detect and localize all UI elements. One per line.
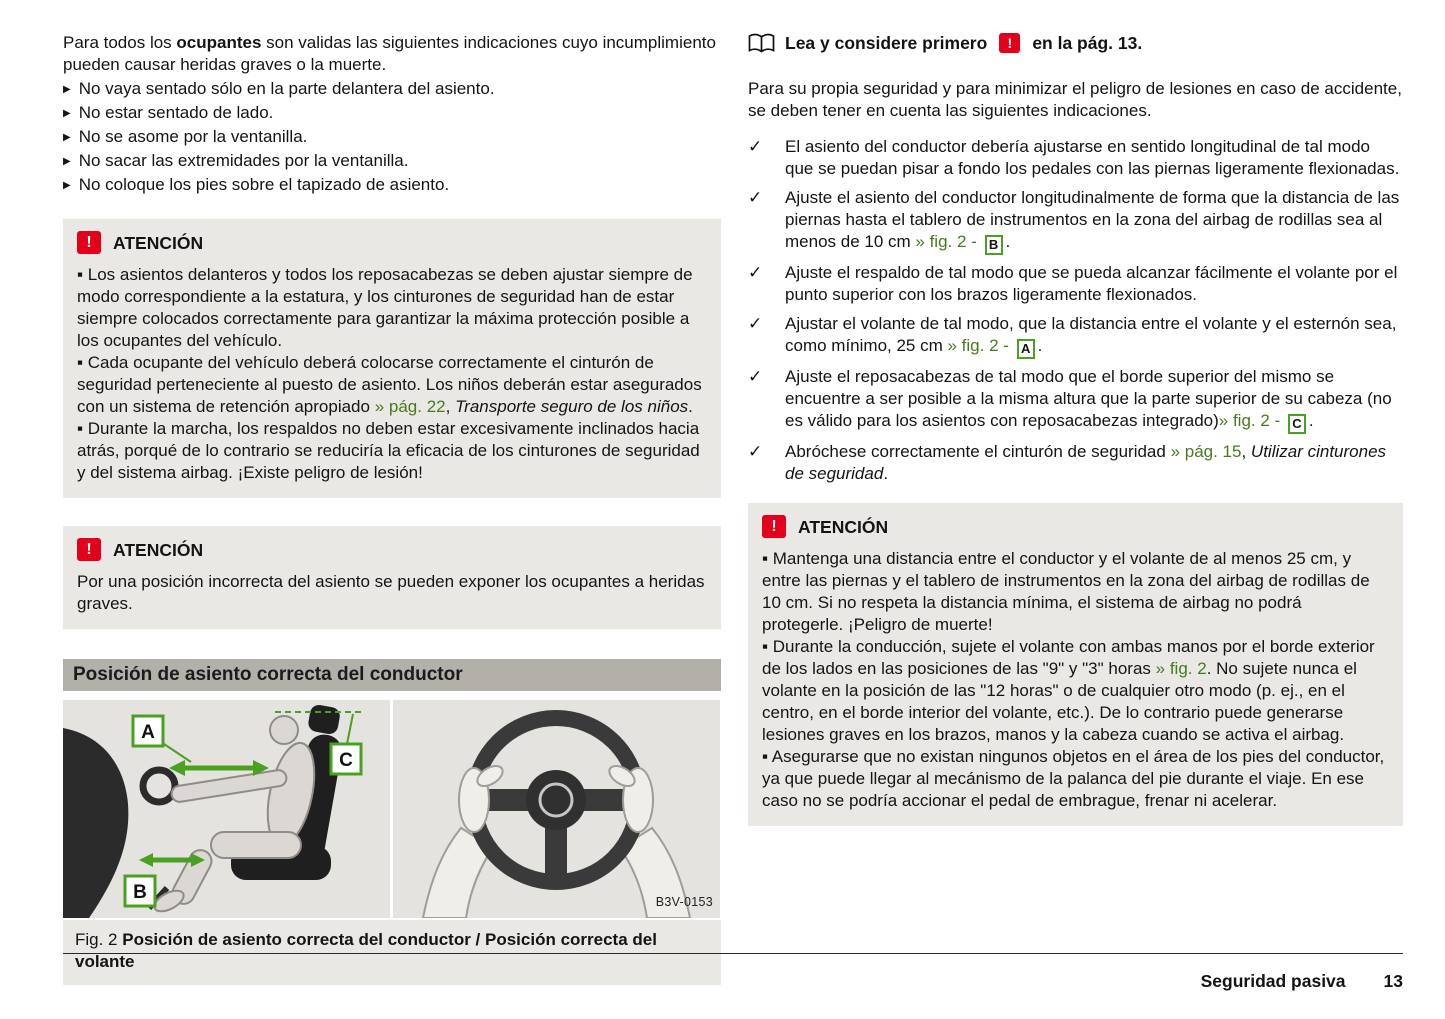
text-segment: Transporte seguro de los niños	[455, 397, 689, 416]
text-segment: ▪ Asegurarse que no existan ningunos objetos en el área de los pies del conductor, ya que puede llegar al mecánismo de la palanca del pie durante el viaje. En ese caso no se podría accionar el pedal de embrague, frenar ni acelerar.	[762, 747, 1385, 810]
list-item	[63, 102, 721, 125]
attention-item	[77, 264, 705, 352]
warning-icon: !	[77, 538, 101, 561]
check-item-text	[785, 441, 1403, 485]
check-item	[748, 313, 1403, 359]
figure-panels	[63, 700, 721, 918]
footer-section-title: Seguridad pasiva	[1200, 971, 1346, 991]
figure-letter-box: A	[1017, 339, 1035, 359]
list-item-text: No sacar las extremidades por la ventanilla.	[78, 151, 409, 170]
book-icon	[748, 33, 775, 54]
text-segment: ▪ Durante la conducción, sujete el volante con ambas manos por el borde exterior de los lados en las posiciones de las "9" y "3" horas	[762, 637, 1375, 678]
warning-icon: !	[762, 515, 786, 538]
text-segment: Ajustar el volante de tal modo, que la distancia entre el volante y el esternón sea, como mínimo, 25 cm	[785, 314, 1397, 355]
arrowhead	[139, 853, 153, 867]
figure-code: B3V-0153	[655, 895, 713, 909]
driver-position-checklist	[748, 136, 1403, 485]
check-item	[748, 187, 1403, 255]
triangle-bullet-icon: ▶	[63, 180, 71, 191]
check-item-text	[785, 136, 1403, 180]
svg-text:C: C	[339, 750, 353, 771]
figure-letter-box: C	[1288, 414, 1306, 434]
steering-wheel-svg	[393, 700, 720, 918]
list-item	[63, 78, 721, 101]
checkmark-icon: ✓	[748, 188, 763, 207]
attention-header	[77, 538, 705, 561]
attention-title: ATENCIÓN	[113, 539, 204, 560]
text-segment: Ajuste el reposacabezas de tal modo que el borde superior del mismo se encuentre a ser posible a la misma altura que la parte superior de su cabeza (no es válido para los asientos con reposacabezas integrado)	[785, 367, 1392, 430]
text-segment: son validas las siguientes indicaciones cuyo incumplimiento pueden causar heridas graves o la muerte.	[63, 33, 716, 74]
triangle-bullet-icon: ▶	[63, 132, 71, 143]
headrest-shape	[307, 704, 341, 736]
safety-bullet-list	[63, 78, 721, 197]
warning-icon: !	[999, 33, 1020, 53]
list-item-text: No coloque los pies sobre el tapizado de asiento.	[78, 175, 450, 194]
attention-item	[762, 746, 1387, 812]
svg-text:B: B	[133, 882, 147, 903]
text-segment: Fig. 2	[75, 930, 123, 949]
read-first-text: Lea y considere primero	[785, 33, 988, 53]
check-item-text	[785, 187, 1403, 255]
cross-reference-link[interactable]: » fig. 2 -	[947, 336, 1014, 355]
left-column	[63, 32, 721, 985]
brand-emblem	[540, 784, 572, 816]
steering-wheel-illustration	[393, 700, 720, 918]
attention-item	[77, 571, 705, 615]
check-item	[748, 441, 1403, 485]
read-first-page-ref: en la pág. 13.	[1032, 33, 1143, 53]
text-segment: Posición de asiento correcta del conductor / Posición correcta del volante	[75, 930, 657, 971]
checkmark-icon: ✓	[748, 367, 763, 386]
cross-reference-link[interactable]: » pág. 15	[1170, 442, 1242, 461]
text-segment: ▪ Mantenga una distancia entre el conductor y el volante de al menos 25 cm, y entre las piernas y el tablero de instrumentos en la zona del airbag de rodillas de 10 cm. Si no respeta la distancia mínima, el sistema de airbag no podrá protegerle. ¡Peligro de muerte!	[762, 549, 1370, 634]
text-segment: Por una posición incorrecta del asiento se pueden exponer los ocupantes a heridas graves.	[77, 572, 705, 613]
person-thigh	[211, 832, 301, 858]
intro-paragraph: Para su propia seguridad y para minimizar el peligro de lesiones en caso de accidente, se deben tener en cuenta las siguientes indicaciones.	[748, 79, 1402, 120]
text-segment: .	[1037, 336, 1043, 355]
list-item	[63, 126, 721, 149]
attention-item	[762, 636, 1387, 746]
right-column	[748, 32, 1403, 826]
attention-box-1	[63, 219, 721, 498]
read-first-note	[748, 32, 1403, 54]
figure-label-b	[125, 876, 155, 906]
text-segment: ,	[1241, 442, 1251, 461]
cross-reference-link[interactable]: » fig. 2	[1155, 659, 1207, 678]
text-segment: ▪ Cada ocupante del vehículo deberá colocarse correctamente el cinturón de seguridad perteneciente al puesto de asiento. Los niños deberán estar asegurados con un sistema de retención apropiado	[77, 353, 702, 416]
check-item-text	[785, 262, 1403, 306]
figure-label-c	[331, 744, 361, 774]
list-item-text: No se asome por la ventanilla.	[78, 127, 308, 146]
text-segment: .	[883, 464, 889, 483]
checkmark-icon: ✓	[748, 314, 763, 333]
page-number: 13	[1383, 971, 1403, 991]
attention-box-right	[748, 503, 1403, 826]
cross-reference-link[interactable]: » pág. 22	[374, 397, 446, 416]
text-segment: El asiento del conductor debería ajustarse en sentido longitudinal de tal modo que se puedan pisar a fondo los pedales con las piernas ligeramente flexionadas.	[785, 137, 1400, 178]
page-footer	[63, 953, 1403, 992]
check-item	[748, 262, 1403, 306]
list-item	[63, 174, 721, 197]
text-segment: .	[688, 397, 693, 416]
attention-item	[762, 548, 1387, 636]
person-head	[270, 716, 298, 744]
intro-paragraph	[63, 32, 721, 76]
text-segment: .	[1005, 232, 1011, 251]
text-segment: ▪ Durante la marcha, los respaldos no deben estar excesivamente inclinados hacia atrás, porqué de lo contrario se reduciría la eficacia de los cinturones de seguridad y del sistema airbag. ¡Existe peligro de lesión!	[77, 419, 700, 482]
attention-box-2	[63, 526, 721, 629]
label-leader-c	[347, 714, 353, 744]
text-segment: . No sujete nunca el volante en la posición de las "12 horas" o de cualquier otro modo (p. ej., en el centro, en el borde interior del volante, etc.). De lo contrario puede generarse lesiones graves en los brazos, manos y la cabeza cuando se activa el airbag.	[762, 659, 1357, 744]
checkmark-icon: ✓	[748, 442, 763, 461]
svg-text:A: A	[141, 722, 155, 743]
figure-label-a	[133, 716, 163, 746]
list-item-text: No vaya sentado sólo en la parte delantera del asiento.	[78, 79, 495, 98]
steering-wheel-small	[143, 770, 175, 802]
list-item-text: No estar sentado de lado.	[78, 103, 274, 122]
attention-title: ATENCIÓN	[798, 516, 889, 537]
attention-header	[77, 231, 705, 254]
checkmark-icon: ✓	[748, 137, 763, 156]
triangle-bullet-icon: ▶	[63, 84, 71, 95]
figure-letter-box: B	[985, 235, 1003, 255]
list-item	[63, 150, 721, 173]
seat-position-illustration	[63, 700, 390, 918]
attention-item	[77, 418, 705, 484]
text-segment: Utilizar cinturones de seguridad	[785, 442, 1387, 483]
text-segment: Abróchese correctamente el cinturón de seguridad	[785, 442, 1171, 461]
check-item-text	[785, 313, 1403, 359]
seat-diagram-svg	[63, 700, 390, 918]
text-segment: .	[1308, 411, 1314, 430]
section-header: Posición de asiento correcta del conductor	[63, 659, 721, 691]
text-segment: Para todos los	[63, 33, 177, 52]
text-segment: ,	[445, 397, 456, 416]
attention-title: ATENCIÓN	[113, 232, 204, 253]
check-item	[748, 136, 1403, 180]
text-segment: ocupantes	[176, 33, 262, 52]
text-segment: ▪ Los asientos delanteros y todos los reposacabezas se deben ajustar siempre de modo correspondiente a la estatura, y los cinturones de seguridad han de estar siempre colocados correctamente para garantizar la máxima protección posible a los ocupantes del vehículo.	[77, 265, 693, 350]
attention-header	[762, 515, 1387, 538]
checkmark-icon: ✓	[748, 263, 763, 282]
text-segment: Ajuste el asiento del conductor longitudinalmente de forma que la distancia de las piernas hasta el tablero de instrumentos en la zona del airbag de rodillas sea al menos de 10 cm	[785, 188, 1400, 251]
text-segment: Ajuste el respaldo de tal modo que se pueda alcanzar fácilmente el volante por el punto superior con los brazos ligeramente flexionados.	[785, 263, 1398, 304]
triangle-bullet-icon: ▶	[63, 156, 71, 167]
cross-reference-link[interactable]: » fig. 2 -	[915, 232, 982, 251]
label-leader-a	[161, 742, 191, 762]
triangle-bullet-icon: ▶	[63, 108, 71, 119]
check-item-text	[785, 366, 1403, 434]
cross-reference-link[interactable]: » fig. 2 -	[1218, 411, 1285, 430]
attention-item	[77, 352, 705, 418]
figure-2	[63, 700, 721, 985]
check-item	[748, 366, 1403, 434]
warning-icon: !	[77, 231, 101, 254]
dashboard-shape	[63, 728, 128, 918]
